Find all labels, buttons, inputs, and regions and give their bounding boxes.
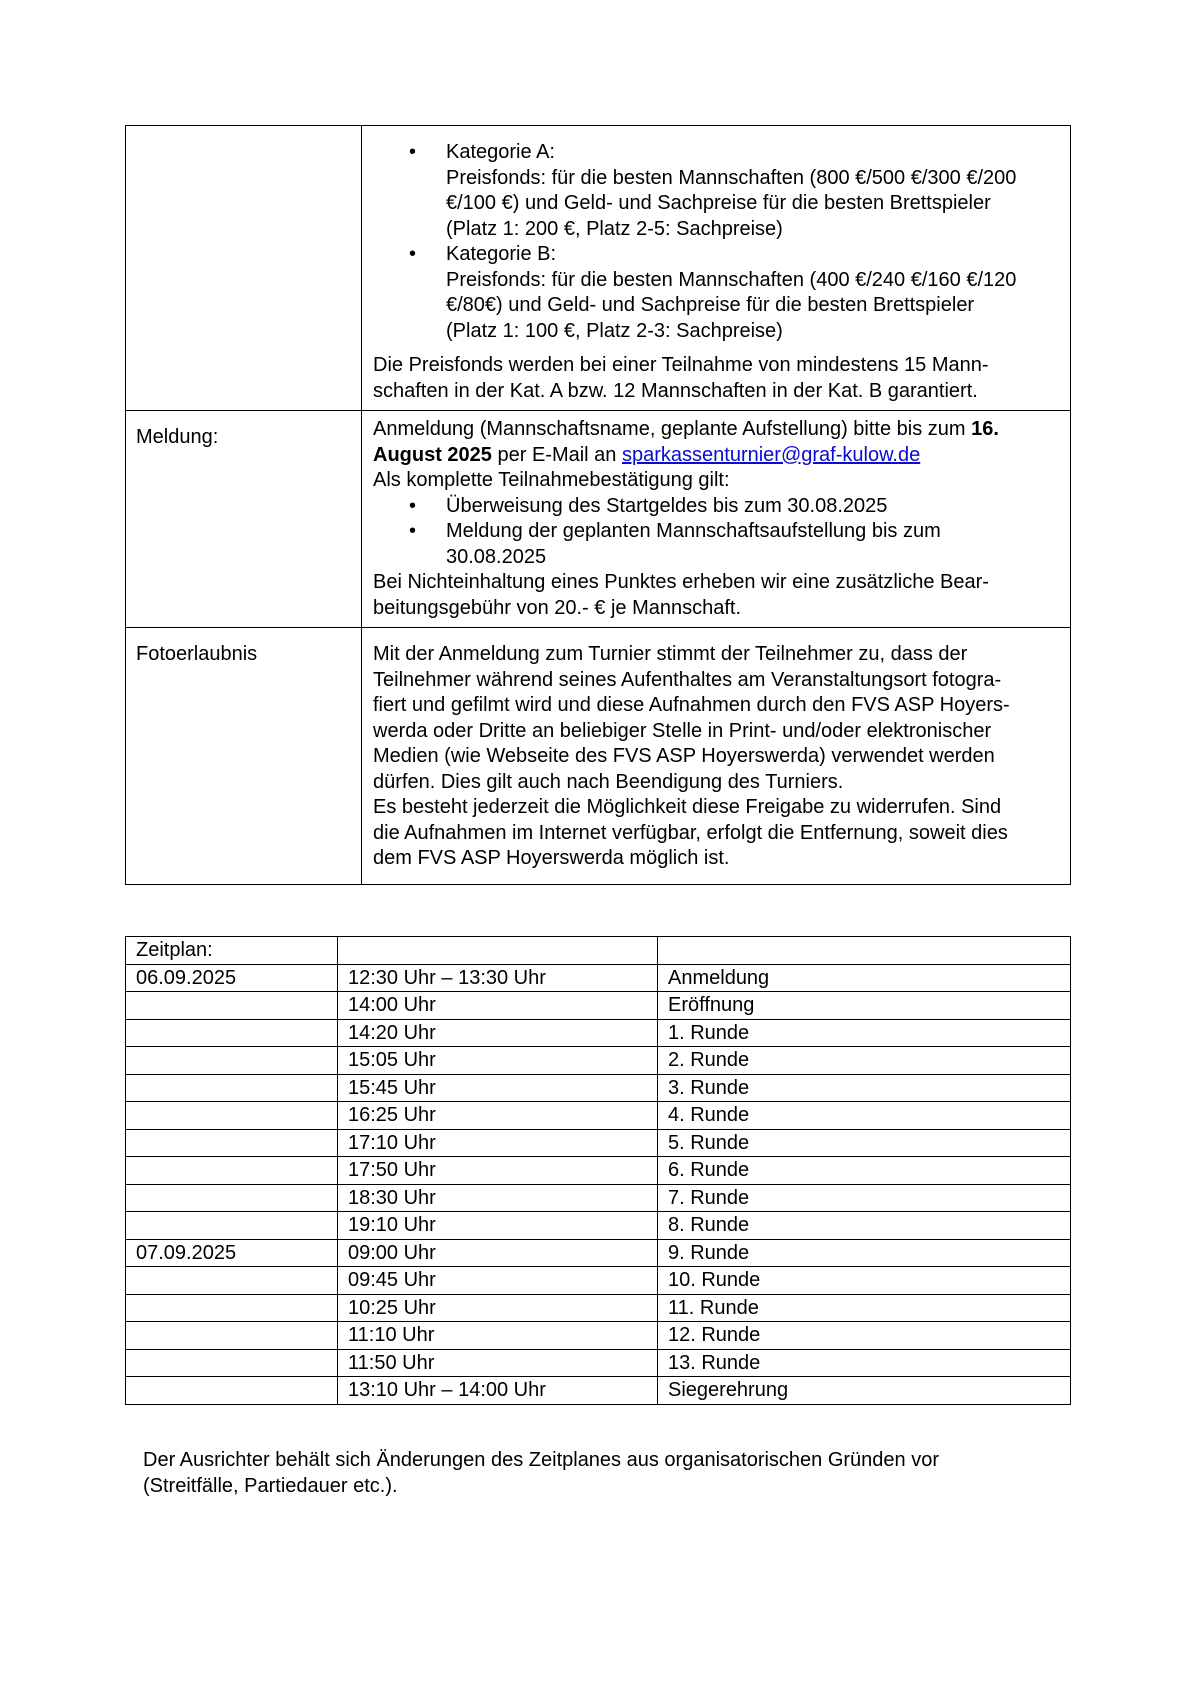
category-line: €/100 €) und Geld- und Sachpreise für die besten Brettspieler [446,192,991,214]
prize-category-a [373,140,1058,242]
confirmation-line: Überweisung des Startgeldes bis zum 30.08.2025 [446,494,888,517]
email-link[interactable]: sparkassenturnier@graf-kulow.de [622,443,921,466]
schedule-event-cell: 7. Runde [658,1184,1071,1212]
schedule-event-cell: Eröffnung [658,992,1071,1020]
schedule-row [126,1267,1071,1295]
foto-value-cell [362,628,1071,885]
bullet-icon: • [409,243,417,265]
foto-line: die Aufnahmen im Internet verfügbar, erfolgt die Entfernung, soweit dies [373,821,1008,844]
schedule-date-cell: 06.09.2025 [126,964,338,992]
confirmation-line: Meldung der geplanten Mannschaftsaufstellung bis zum [446,520,941,542]
note-line: (Streitfälle, Partiedauer etc.). [143,1475,398,1497]
guarantee-line: schaften in der Kat. A bzw. 12 Mannschaften in der Kat. B garantiert. [373,379,978,402]
category-line: Preisfonds: für die besten Mannschaften (800 €/500 €/300 €/200 [446,166,1017,189]
schedule-note [143,1447,1063,1499]
schedule-date-cell [126,1047,338,1075]
registration-deadline-part: August 2025 [373,443,492,466]
schedule-event-cell: 1. Runde [658,1019,1071,1047]
category-line: Preisfonds: für die besten Mannschaften (400 €/240 €/160 €/120 [446,268,1017,291]
schedule-row [126,1157,1071,1185]
foto-label: Fotoerlaubnis [126,628,362,885]
category-title: Kategorie B: [446,243,557,265]
category-line: €/80€) und Geld- und Sachpreise für die besten Brettspieler [446,294,975,316]
schedule-row [126,1047,1071,1075]
registration-deadline-part: 16. [971,418,999,440]
schedule-row [126,937,1071,965]
schedule-time-cell: 11:50 Uhr [338,1349,658,1377]
prize-category-b [373,242,1058,344]
schedule-date-cell: Zeitplan: [126,937,338,965]
registration-text-part: per E-Mail an [491,443,622,466]
schedule-time-cell: 09:00 Uhr [338,1239,658,1267]
registration-text-part: Anmeldung (Mannschaftsname, geplante Aufstellung) bitte bis zum [373,418,972,440]
schedule-row [126,1377,1071,1405]
penalty-text [373,570,1058,621]
schedule-date-cell [126,1019,338,1047]
schedule-body [126,937,1071,1405]
schedule-event-cell: Anmeldung [658,964,1071,992]
foto-line: Teilnehmer während seines Aufenthaltes am Veranstaltungsort fotogra- [373,668,1002,691]
penalty-line: Bei Nichteinhaltung eines Punktes erheben wir eine zusätzliche Bear- [373,571,989,593]
schedule-event-cell: 13. Runde [658,1349,1071,1377]
schedule-date-cell [126,1102,338,1130]
penalty-line: beitungsgebühr von 20.- € je Mannschaft. [373,596,742,619]
bullet-icon: • [409,520,417,542]
confirmation-item [373,519,1058,570]
schedule-time-cell: 09:45 Uhr [338,1267,658,1295]
schedule-time-cell: 13:10 Uhr – 14:00 Uhr [338,1377,658,1405]
schedule-row [126,1129,1071,1157]
schedule-row [126,1212,1071,1240]
guarantee-text [373,353,1058,404]
confirmation-line: 30.08.2025 [446,545,547,568]
schedule-time-cell [338,937,658,965]
category-line: (Platz 1: 100 €, Platz 2-3: Sachpreise) [446,319,783,342]
meldung-label: Meldung: [126,411,362,628]
schedule-date-cell [126,1129,338,1157]
schedule-date-cell [126,1267,338,1295]
schedule-date-cell [126,1377,338,1405]
schedule-time-cell: 17:50 Uhr [338,1157,658,1185]
schedule-event-cell: 2. Runde [658,1047,1071,1075]
bullet-icon: • [409,494,417,517]
schedule-row [126,1294,1071,1322]
schedule-event-cell: 9. Runde [658,1239,1071,1267]
schedule-event-cell: 11. Runde [658,1294,1071,1322]
prizes-value-cell [362,126,1071,411]
schedule-date-cell [126,1074,338,1102]
prize-category-list [373,140,1058,344]
schedule-row [126,1102,1071,1130]
schedule-time-cell: 18:30 Uhr [338,1184,658,1212]
foto-line: dem FVS ASP Hoyerswerda möglich ist. [373,847,730,869]
meldung-value-cell [362,411,1071,628]
foto-line: werda oder Dritte an beliebiger Stelle in Print- und/oder elektronischer [373,719,992,742]
schedule-date-cell [126,1212,338,1240]
schedule-row [126,1019,1071,1047]
schedule-event-cell: 4. Runde [658,1102,1071,1130]
note-line: Der Ausrichter behält sich Änderungen des Zeitplanes aus organisatorischen Gründen vor [143,1449,940,1471]
schedule-event-cell: 10. Runde [658,1267,1071,1295]
schedule-row [126,964,1071,992]
schedule-row [126,1074,1071,1102]
foto-line: Medien (wie Webseite des FVS ASP Hoyerswerda) verwendet werden [373,745,995,767]
schedule-event-cell [658,937,1071,965]
schedule-time-cell: 10:25 Uhr [338,1294,658,1322]
schedule-row [126,992,1071,1020]
schedule-row [126,1349,1071,1377]
schedule-date-cell [126,1184,338,1212]
schedule-row [126,1239,1071,1267]
schedule-table [125,936,1071,1405]
schedule-time-cell: 16:25 Uhr [338,1102,658,1130]
schedule-date-cell [126,1322,338,1350]
foto-line: dürfen. Dies gilt auch nach Beendigung des Turniers. [373,770,844,793]
foto-line: fiert und gefilmt wird und diese Aufnahmen durch den FVS ASP Hoyers- [373,694,1010,716]
category-title: Kategorie A: [446,141,555,163]
schedule-event-cell: 5. Runde [658,1129,1071,1157]
schedule-time-cell: 11:10 Uhr [338,1322,658,1350]
schedule-date-cell: 07.09.2025 [126,1239,338,1267]
schedule-event-cell: 6. Runde [658,1157,1071,1185]
schedule-row [126,1184,1071,1212]
schedule-event-cell: 8. Runde [658,1212,1071,1240]
schedule-time-cell: 12:30 Uhr – 13:30 Uhr [338,964,658,992]
confirmation-list [373,494,1058,571]
schedule-date-cell [126,1157,338,1185]
schedule-event-cell: 3. Runde [658,1074,1071,1102]
guarantee-line: Die Preisfonds werden bei einer Teilnahme von mindestens 15 Mann- [373,354,989,376]
foto-row [126,628,1071,885]
confirmation-item [373,494,1058,520]
category-line: (Platz 1: 200 €, Platz 2-5: Sachpreise) [446,217,783,240]
confirmation-heading: Als komplette Teilnahmebestätigung gilt: [373,469,730,491]
schedule-time-cell: 14:20 Uhr [338,1019,658,1047]
schedule-date-cell [126,1349,338,1377]
schedule-date-cell [126,992,338,1020]
foto-line: Es besteht jederzeit die Möglichkeit diese Freigabe zu widerrufen. Sind [373,796,1002,818]
schedule-date-cell [126,1294,338,1322]
registration-text [373,417,1058,468]
schedule-time-cell: 15:05 Uhr [338,1047,658,1075]
schedule-time-cell: 14:00 Uhr [338,992,658,1020]
foto-line: Mit der Anmeldung zum Turnier stimmt der Teilnehmer zu, dass der [373,643,968,665]
info-table [125,125,1071,885]
meldung-row [126,411,1071,628]
schedule-event-cell: 12. Runde [658,1322,1071,1350]
schedule-time-cell: 19:10 Uhr [338,1212,658,1240]
prizes-label-cell [126,126,362,411]
prizes-row [126,126,1071,411]
bullet-icon: • [409,141,417,163]
schedule-event-cell: Siegerehrung [658,1377,1071,1405]
schedule-time-cell: 15:45 Uhr [338,1074,658,1102]
schedule-time-cell: 17:10 Uhr [338,1129,658,1157]
schedule-row [126,1322,1071,1350]
